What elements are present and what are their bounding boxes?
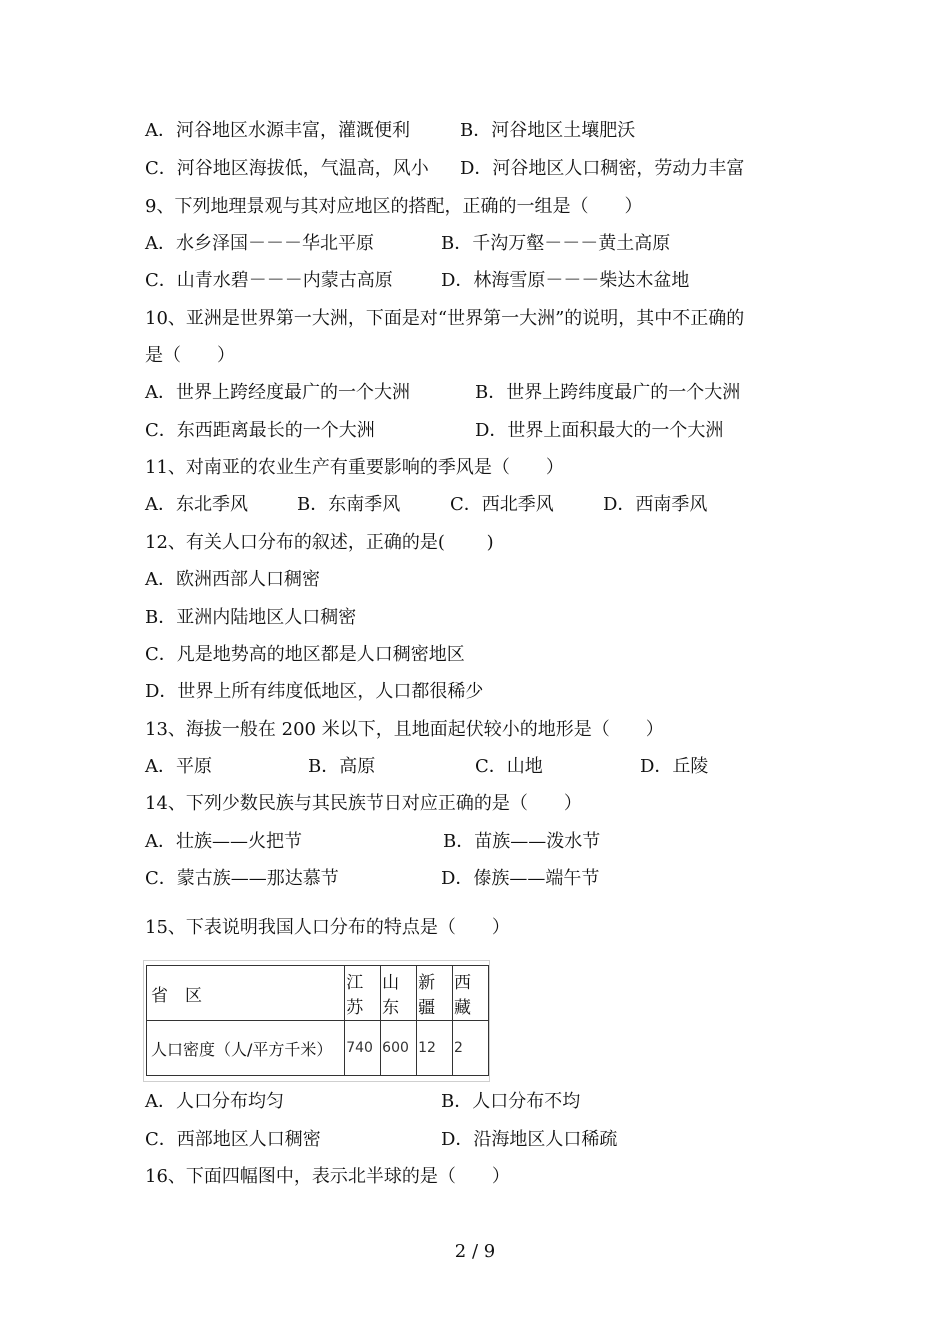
q15-option-a: A．人口分布均匀 (145, 1091, 284, 1112)
q13-option-d: D．丘陵 (640, 756, 709, 777)
q12-option-d: D．世界上所有纬度低地区，人口都很稀少 (145, 681, 484, 702)
q14-option-d: D．傣族——端午节 (441, 868, 600, 889)
table-row (147, 1021, 489, 1076)
table-header-cell: 西藏 (453, 966, 489, 1021)
q10-option-c: C．东西距离最长的一个大洲 (145, 420, 375, 441)
q14-option-c: C．蒙古族——那达慕节 (145, 868, 339, 889)
page-number: 2 / 9 (454, 1241, 496, 1262)
population-density-table (146, 965, 489, 1076)
q15-option-d: D．沿海地区人口稀疏 (441, 1129, 618, 1150)
q11-option-b: B．东南季风 (297, 494, 401, 515)
q9-option-b: B．千沟万壑－－－黄土高原 (441, 233, 671, 254)
table-header-row (147, 966, 489, 1021)
q14-option-b: B．苗族——泼水节 (443, 831, 601, 852)
q15-option-c: C．西部地区人口稠密 (145, 1129, 321, 1150)
table-header-cell: 新疆 (417, 966, 453, 1021)
q14-option-a: A．壮族——火把节 (145, 831, 302, 852)
table-row-label: 人口密度（人/平方千米） (147, 1021, 345, 1076)
q8-option-a: A．河谷地区水源丰富，灌溉便利 (145, 120, 410, 141)
q11-option-a: A．东北季风 (145, 494, 248, 515)
q16-stem: 16、下面四幅图中，表示北半球的是（ ） (145, 1166, 510, 1187)
table-cell: 600 (381, 1021, 417, 1076)
q11-stem: 11、对南亚的农业生产有重要影响的季风是（ ） (145, 457, 564, 478)
q10-stem-line-1: 10、亚洲是世界第一大洲，下面是对“世界第一大洲”的说明，其中不正确的 (145, 308, 745, 329)
q10-option-d: D．世界上面积最大的一个大洲 (475, 420, 724, 441)
q12-option-b: B．亚洲内陆地区人口稠密 (145, 607, 357, 628)
q9-option-d: D．林海雪原－－－柴达木盆地 (441, 270, 690, 291)
q11-option-d: D．西南季风 (603, 494, 708, 515)
q15-option-b: B．人口分布不均 (441, 1091, 581, 1112)
q14-stem: 14、下列少数民族与其民族节日对应正确的是（ ） (145, 793, 582, 814)
q12-stem: 12、有关人口分布的叙述，正确的是( ) (145, 532, 494, 553)
q8-option-b: B．河谷地区土壤肥沃 (460, 120, 636, 141)
q13-option-a: A．平原 (145, 756, 212, 777)
q15-stem: 15、下表说明我国人口分布的特点是（ ） (145, 917, 510, 938)
table-header-cell: 省 区 (147, 966, 345, 1021)
q8-option-c: C．河谷地区海拔低，气温高，风小 (145, 158, 429, 179)
q8-option-d: D．河谷地区人口稠密，劳动力丰富 (460, 158, 745, 179)
table-header-cell: 山东 (381, 966, 417, 1021)
q11-option-c: C．西北季风 (450, 494, 554, 515)
table-cell: 2 (453, 1021, 489, 1076)
q10-stem-line-2: 是（ ） (145, 345, 235, 366)
q12-option-a: A．欧洲西部人口稠密 (145, 569, 320, 590)
q10-option-a: A．世界上跨经度最广的一个大洲 (145, 382, 410, 403)
q9-stem: 9、下列地理景观与其对应地区的搭配，正确的一组是（ ） (145, 196, 643, 217)
q9-option-a: A．水乡泽国－－－华北平原 (145, 233, 374, 254)
q12-option-c: C．凡是地势高的地区都是人口稠密地区 (145, 644, 465, 665)
q10-option-b: B．世界上跨纬度最广的一个大洲 (475, 382, 741, 403)
q13-stem: 13、海拔一般在 200 米以下，且地面起伏较小的地形是（ ） (145, 719, 664, 740)
q13-option-b: B．高原 (308, 756, 376, 777)
q13-option-c: C．山地 (475, 756, 543, 777)
table-cell: 740 (345, 1021, 381, 1076)
table-header-cell: 江苏 (345, 966, 381, 1021)
q9-option-c: C．山青水碧－－－内蒙古高原 (145, 270, 393, 291)
population-table-image (143, 960, 490, 1082)
table-cell: 12 (417, 1021, 453, 1076)
